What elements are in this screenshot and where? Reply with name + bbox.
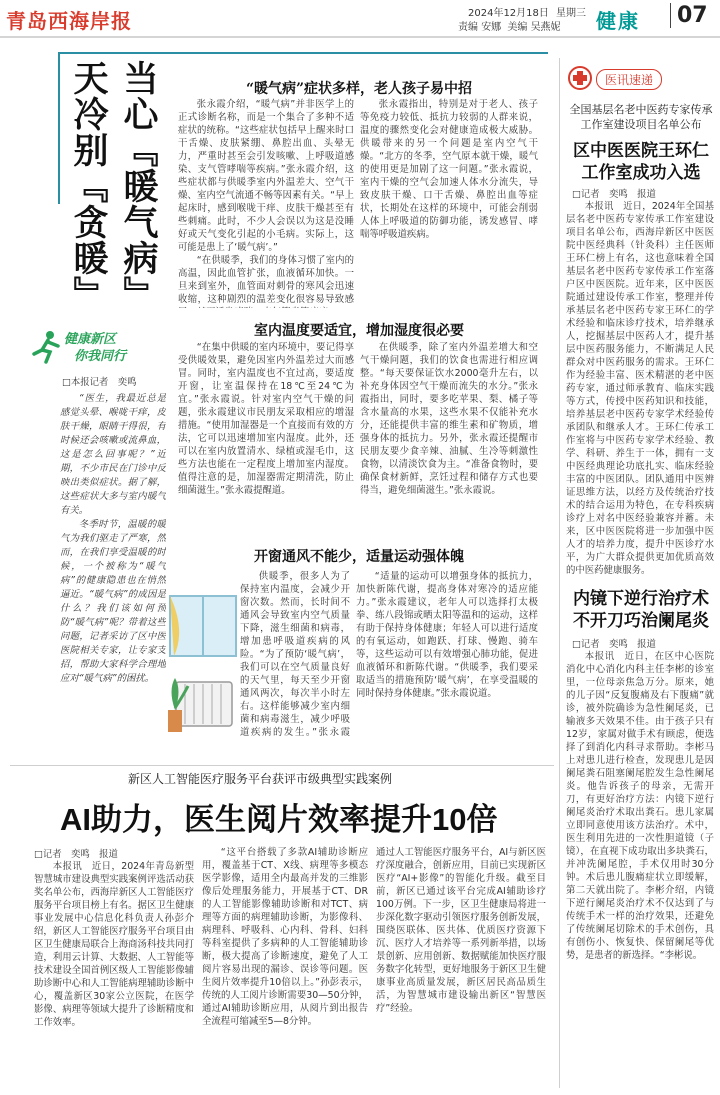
subhead-humidity: 室内温度要适宜，增加湿度很必要 bbox=[254, 323, 464, 339]
feature-title bbox=[58, 60, 168, 320]
section-title: 健康 bbox=[596, 9, 640, 33]
bottom-divider bbox=[10, 765, 554, 766]
story2-body: 本报讯 近日，在区中心医院消化中心消化内科主任李彬的诊室里，一位母亲焦急万分。原来，她的儿子因“反复腹痛及右下腹痛”就诊，被外院确诊为急性阑尾炎，已输液多天效果不佳。由于孩子只有12岁，家属对做手术有顾虑，便选择了到消化内科寻求帮助。李彬马上对患儿进行检查，发现患儿是因阑尾粪石阻塞阑尾腔发生急性阑尾炎。他告诉孩子的母亲，无需开刀，有更好治疗方法：内镜下逆行阑尾炎治疗术取出粪石。患儿家属立即同意使用该方法治疗。术中，医生利用先进的一次性胆道镜（子镜），在直视下成功取出多块粪石，并冲洗阑尾腔，手术仅用时30分钟。术后患儿腹痛症状立即缓解，第二天就出院了。李彬介绍，内镜下逆行阑尾炎治疗术不仅达到了与传统手术一样的治疗效果，还避免了传统阑尾切除术的手术创伤，具有创伤小、恢复快、保留阑尾等优势，是患者的新选择。“李彬说。 bbox=[566, 651, 714, 961]
sub2-column-2: 在供暖季，除了室内外温差增大和空气干燥问题，我们的饮食也需进行相应调整。“每天要保证饮水2000毫升左右，以补充身体因空气干燥而流失的水分。”张永霞指出，同时，要多吃苹果、梨、橘子等含水量高的水果，这些水果不仅能补充水分，还能提供丰富的维生素和矿物质，增强身体的抵抗力。另外，张永霞还提醒市民朋友要少食辛辣、油腻、生冷等刺激性食物，以清淡饮食为主。“准备食物时，要确保食材新鲜，烹饪过程和储存方式也要得当，避免细菌滋生。”张永霞说。 bbox=[360, 342, 538, 496]
runner-icon bbox=[30, 330, 64, 364]
bottom-column-2: “这平台搭载了多款AI辅助诊断应用，覆盖基于CT、X线、病理等多模态医学影像，适用全内最高并发的三维影像后处理服务能力，开展基于CT、DR的人工智能影像辅助诊断和对TCT、病理等方面的病理辅助诊断，为影像科、病理科、呼吸科、心内科、骨科、妇科等科室提供了多病种的人工智能辅助诊断，极大提高了诊断速度，避免了人工阅片容易出现的漏诊、误诊等问题。医生阅片效率提升10倍以上。”孙彭表示，传统的人工阅片诊断需要30—50分钟，通过AI辅助诊断应用，从阅片到出报告全流程可缩减至5—8分钟。 bbox=[202, 847, 368, 1027]
story1-body: 本报讯 近日，2024年全国基层名老中医药专家传承工作室建设项目名单公布，西海岸新区中医医院中医经典科（针灸科）主任医师王环仁榜上有名，这也意味着全国基层名老中医药专家传承工作室落户区中医医院。近年来，区中医医院通过建设传承工作室，整理并传承基层名老中医药专家王环仁的学术经验和临床诊疗技术，培养继承人，挖掘基层中医药人才，提升基层中医药服务能力，不断满足人民群众对中医药服务的需求。王环仁作为经验丰富、医术精湛的老中医药专家，通过师承教育、临床实践等方式，传授中医药知识和技能，培养基层老中医药专家学术经验传承团队和继承人才。王环仁传承工作室将与中医药专家学术经验、教学、科研、养生于一体，拥有一支中医经典理论功底扎实、临床经验丰富的中医团队。团队通用中医辨证思维方法，以经方及传统治疗技术的结合运用为特色，在专科疾病诊疗上对名中医经验兼容并蓄。未来，区中医医院将进一步加强中医人才的培养力度，提升中医诊疗水平，为广大群众提供更加优质高效的中医药健康服务。 bbox=[566, 201, 714, 576]
sub3-column-2: “适量的运动可以增强身体的抵抗力，加快新陈代谢，提高身体对寒冷的适应能力。”张永霞建议，老年人可以选择打太极拳、练八段锦或晒太阳等温和的运动，这样有助于保持身体健康；年轻人可以进行适度的有氧运动，如跑跃、打球、慢跑、骑车等，这些运动可以有效增强心肺功能，促进血液循环和新陈代谢。“供暖季，我们要采取适当的措施预防‘暖气病’，在享受温暖的同时保持身体健康。”张永霞说道。 bbox=[356, 571, 538, 699]
title-line-1: 当心『暖气病』 bbox=[118, 60, 159, 312]
bottom-column-1: 本报讯 近日，2024年青岛新型智慧城市建设典型实践案例评选活动获奖名单公布，西海岸新区人工智能医疗服务平台项目榜上有名。据区卫生健康事业发展中心信息化科负责人孙彭介绍，新区人工智能医疗服务平台项目由区卫生健康局联合上海商汤科技共同打造，利用云计算、大数据、人工智能等技术建设全国首例区级人工智能影像辅助诊断中心和人工智能病理辅助诊断中心，覆盖新区30家公立医院，在医学影像、病理等领域大提升了诊断精度和工作效率。 bbox=[34, 861, 194, 1028]
feature-byline: □本报记者 奕鸣 bbox=[62, 377, 137, 388]
story1-kicker: 全国基层名老中医药专家传承工作室建设项目名单公布 bbox=[569, 103, 713, 131]
bottom-column-3: 通过人工智能医疗服务平台，AI与新区医疗深度融合，创新应用，目前已实现新区医疗“AI+影像”的智能化升级。截至目前，新区已通过该平台完成AI辅助诊疗100万例。下一步，区卫生健康局将进一步深化数字驱动引领医疗服务创新发展，围绕医联体、医共体、优质医疗资源下沉、医疗人才培养等一系列新举措，以场景创新、应用创新、数据赋能加快医疗服务数字化转型，更好地服务于新区卫生健康事业高质量发展，新区居民高品质生活，为智慧城市建设输出新区“智慧医疗”经验。 bbox=[376, 847, 546, 1014]
title-line-2: 天冷别『贪暖』 bbox=[68, 60, 109, 312]
editor-credits: 责编 安娜 美编 吴燕妮 bbox=[458, 22, 561, 33]
story2-title: 内镜下逆行治疗术 不开刀巧治阑尾炎 bbox=[573, 589, 709, 631]
subhead-symptoms: “暖气病”症状多样，老人孩子易中招 bbox=[245, 81, 473, 97]
story1-title: 区中医医院王环仁 工作室成功入选 bbox=[573, 141, 709, 183]
radiator-illustration bbox=[166, 590, 244, 760]
bottom-byline: □记者 奕鸣 报道 bbox=[34, 849, 118, 860]
story1-byline: □记者 奕鸣 报道 bbox=[572, 189, 656, 200]
paper-name: 青岛西海岸报 bbox=[6, 9, 132, 33]
subhead-ventilation: 开窗通风不能少，适量运动强体魄 bbox=[254, 549, 464, 565]
issue-date: 2024年12月18日 bbox=[468, 8, 549, 19]
sub1-column-1: 张永霞介绍，“暖气病”并非医学上的正式诊断名称，而是一个集合了多种不适症状的统称。“这些症状包括早上醒来时口干舌燥、皮肤紧绷、鼻腔出血、头晕无力，严重时甚至会引发咳嗽、上呼吸道感染、支气管哮喘等疾病。”张永霞介绍，这些症状都与供暖季室内外温差大、空气干燥、室内空气流通不畅等因素有关。“早上起床时，感到喉咙干痒、皮肤干燥甚至有些刺痛。此时，不少人会误以为这是没睡好或天气变化引起的小毛病。实际上，这可能是患上了‘暖气病’。” “在供暖季，我们的身体习惯了室内的高温，因此血管扩张，血液循环加快。一旦来到室外，血管面对刺骨的寒风会迅速收缩，这种剧烈的温差变化很容易导致感 bbox=[178, 99, 354, 305]
bottom-title: AI助力，医生阅片效率提升10倍 bbox=[60, 802, 498, 837]
story2-byline: □记者 奕鸣 报道 bbox=[572, 639, 656, 650]
news-tag: 医讯速递 bbox=[566, 66, 714, 94]
issue-weekday: 星期三 bbox=[556, 8, 586, 19]
bottom-kicker: 新区人工智能医疗服务平台获评市级典型实践案例 bbox=[127, 772, 392, 786]
sub3-column-1: 供暖季，很多人为了保持室内温度，会减少开窗次数。然而，长时间不通风会导致室内空气质量下降，滋生细菌和病毒，增加患呼吸道疾病的风险。“为了预防‘暖气病’，我们可以在空气质量良好的天气里，每天至少开窗通风两次，每次半小时左右。这样能够减少室内细菌和病毒滋生，减少呼吸道疾病的发生。”张永霞 bbox=[240, 571, 350, 738]
column-divider bbox=[559, 58, 560, 1088]
campaign-badge: 健康新区 你我同行 bbox=[30, 326, 160, 368]
sub2-column-1: “在集中供暖的室内环境中，要记得享受供暖效果，避免因室内外温差过大而感冒。同时，室内温度也不宜过高，要适度开窗，让室温保持在18℃至24℃为宜。”张永霞说。针对室内空气干燥的问题，张永霞建议市民朋友采取相应的增湿措施。“使用加湿器是一个直接而有效的方法，它可以迅速增加室内湿度。此外，还可以在室内放置清水、绿植或湿毛巾，这些方法也能在一定程度上增加室内湿度。值得注意的是，加湿器需定期清洗，防止细菌滋生。”张永霞提醒道。 bbox=[178, 342, 354, 496]
header-divider bbox=[0, 36, 720, 38]
feature-intro: “医生，我最近总是感觉头晕、喉咙干痒，皮肤干燥，眼睛干得很，有时候还会咳嗽或流鼻血，这是怎么回事呢？”近期，不少市民在门诊中反映出类似症状。据了解，这些症状大多与室内暖气有关。 冬季时节，温暖的暖气为我们驱走了严寒，然而，在我们享受温暖的时候，一个被称为“暖气病”的健康隐患也在悄然逼近。“暖气病”的成因是什么？我们该如何预防“暖气病”呢？带着这些问题，记者采访了区中医医院相关专家，让专家支招，帮助大家科学合理地应对“暖气病”的困扰。 bbox=[60, 393, 166, 684]
medical-cross-icon bbox=[568, 66, 592, 90]
page-number: 07 bbox=[670, 3, 708, 28]
sub1-column-2: 张永霞指出，特别是对于老人、孩子等免疫力较低、抵抗力较弱的人群来说，温度的骤然变化会对健康造成极大威胁。供暖带来的另一个问题是室内空气干燥。“北方的冬季，空气原本就干燥，暖气的使用更是加剧了这一问题。”张永霞说，室内干燥的空气会加速人体水分流失，导致皮肤干燥、口干舌燥、鼻腔出血等症状，长期处在这样的环境中，可能会削弱人体上呼吸道的防御功能，诱发感冒、哮喘等呼吸道疾病。 bbox=[360, 99, 538, 240]
